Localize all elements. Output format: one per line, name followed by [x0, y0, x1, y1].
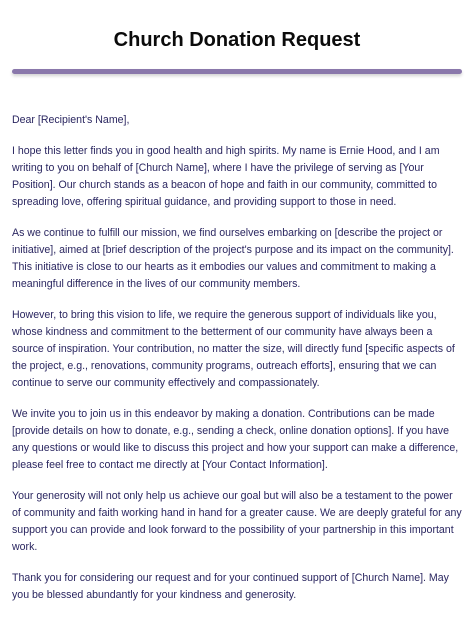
paragraph-closing: Thank you for considering our request and for your continued support of [Church Name]. May you be blessed abundantly for your kindness and generosity. [12, 572, 449, 601]
title-divider [12, 69, 462, 74]
salutation: Dear [Recipient's Name], [12, 114, 130, 126]
paragraph-project: As we continue to fulfill our mission, we find ourselves embarking on [describe the project or initiative], aimed at [brief description of the project's purpose and its impact on the community]. This initiative is close to our hearts as it embodies our values and commitment to making a meaningful difference in the lives of our community members. [12, 227, 454, 290]
paragraph-donation-details: We invite you to join us in this endeavor by making a donation. Contributions can be made [provide details on how to donate, e.g., sending a check, online donation options]. If you have any questions or would like to discuss this project and how your support can make a difference, please feel free to contact me directly at [Your Contact Information]. [12, 408, 459, 471]
page-title: Church Donation Request [113, 29, 361, 51]
paragraph-introduction: I hope this letter finds you in good health and high spirits. My name is Ernie Hood, and I am writing to you on behalf of [Church Name], where I have the privilege of serving as [Your Position]. Our church stands as a beacon of hope and faith in our community, committed to spreading love, offering spiritual guidance, and providing support to those in need. [12, 145, 440, 208]
letter-body [12, 112, 464, 618]
paragraph-gratitude: Your generosity will not only help us achieve our goal but will also be a testament to the power of community and faith working hand in hand for a greater cause. We are deeply grateful for any support you can provide and look forward to the possibility of your partnership in this important work. [12, 490, 462, 553]
paragraph-support-request: However, to bring this vision to life, we require the generous support of individuals like you, whose kindness and commitment to the betterment of our community have always been a source of inspiration. Your contribution, no matter the size, will directly fund [specific aspects of the project, e.g., renovations, community programs, outreach efforts], ensuring that we can continue to serve our community effectively and compassionately. [12, 309, 455, 389]
